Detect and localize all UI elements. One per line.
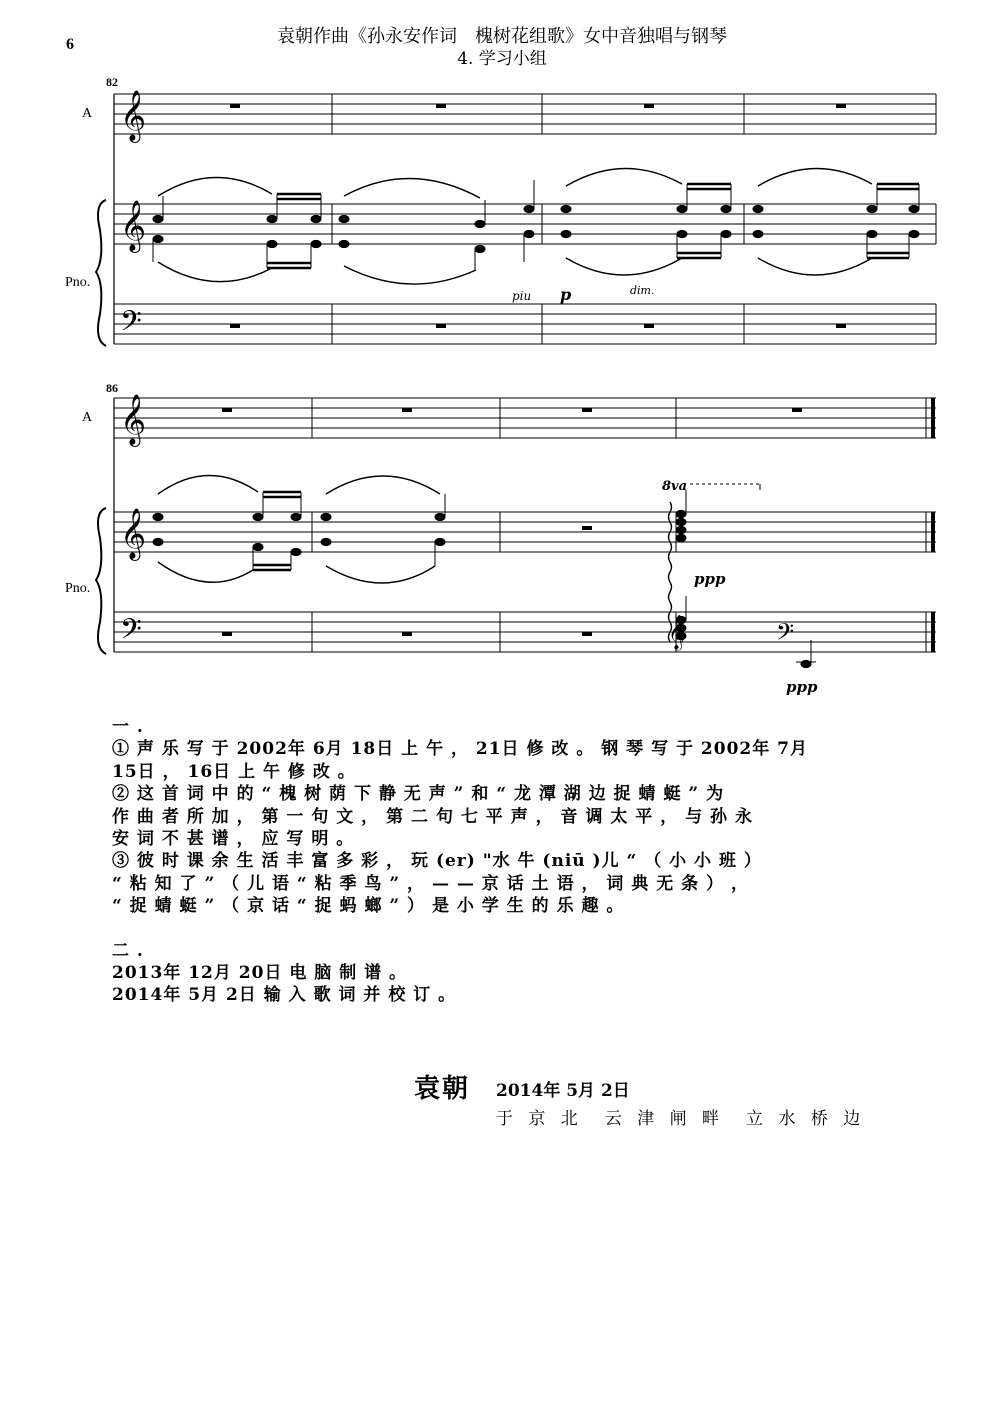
treble-clef-icon: 𝄞 [668,615,686,650]
whole-rests [222,408,802,412]
notes-line: 15日 ， 16日 上 午 修 改 。 [112,761,356,782]
whole-rests-bass [230,324,846,328]
whole-rests [230,104,846,108]
alto-staff [114,398,936,438]
piano-brace-icon [96,200,106,346]
music-score [0,0,1004,700]
signature-name: 袁朝 [414,1074,471,1104]
notes-line: “ 粘 知 了 ” （ 儿 语 “ 粘 季 鸟 ” ， — — 京 话 土 语 ， 词 典 无 条 ） ， [112,873,749,894]
dynamic-ppp: ppp [786,678,818,696]
measure-number: 86 [106,381,118,395]
bass-clef-icon: 𝄢 [120,305,142,345]
treble-clef-icon: 𝄞 [120,200,147,251]
dynamic-dim: dim. [630,284,655,297]
measure-number: 82 [106,75,118,89]
piano-label: Pno. [65,275,91,290]
bass-clef-icon: 𝄢 [120,613,142,653]
piano-treble-staff [114,94,936,344]
signature-place: 于 京 北 云 津 闸 畔 立 水 桥 边 [496,1109,866,1129]
composition-notes [112,716,932,1007]
page-number: 6 [66,36,74,53]
bass-clef-icon: 𝄢 [776,618,795,651]
ottava-mark: 8va [662,479,688,494]
dynamic-p: p [560,285,572,304]
notes-line: ① 声 乐 写 于 2002年 6月 18日 上 午 ， 21日 修 改 。 钢 琴 写 于 2002年 7月 [112,739,808,760]
piano-bass-staff [114,612,936,652]
piano-brace-icon [96,508,106,654]
treble-clef-icon: 𝄞 [120,394,147,445]
notes-line: 一 . [112,717,144,737]
notes-line: ③ 彼 时 课 余 生 活 丰 富 多 彩 ， 玩 (er) "水 牛 (niū )儿 “ （ 小 小 班 ） [112,851,762,872]
piano-notes-1 [153,180,919,270]
notes-line: 安 词 不 甚 谱 ， 应 写 明 。 [112,828,355,849]
notes-line: 2013年 12月 20日 电 脑 制 谱 。 [112,962,408,983]
score-system-1 [65,75,936,346]
signature-date: 2014年 5月 2日 [496,1081,630,1101]
treble-clef-icon: 𝄞 [120,508,147,559]
voice-label: A [82,106,93,121]
treble-clef-icon: 𝄞 [120,90,147,141]
page-subtitle: 4. 学习小组 [457,49,547,69]
notes-line: 2014年 5月 2日 输 入 歌 词 并 校 订 。 [112,985,457,1006]
alto-staff [114,94,936,134]
score-system-2 [65,381,936,696]
piano-treble-staff [114,398,936,652]
notes-gap [112,918,932,940]
dynamic-ppp: ppp [694,570,726,588]
notes-line: 二 . [112,940,144,961]
page-title: 袁朝作曲《孙永安作词 槐树花组歌》女中音独唱与钢琴 [277,26,727,47]
notes-line: “ 捉 蜻 蜓 ” （ 京 话 “ 捉 蚂 螂 ” ） 是 小 学 生 的 乐 趣 。 [112,896,625,917]
notes-line: 作 曲 者 所 加 ， 第 一 句 文 ， 第 二 句 七 平 声 ， 音 调 太 平 ， 与 孙 永 [112,806,753,827]
notes-line: ② 这 首 词 中 的 “ 槐 树 荫 下 静 无 声 ” 和 “ 龙 潭 湖 边 捉 蜻 蜓 ” 为 [112,784,725,805]
slurs-1 [158,168,872,284]
dynamic-piu: piu [512,289,532,303]
voice-label: A [82,410,93,425]
piano-label: Pno. [65,581,91,596]
